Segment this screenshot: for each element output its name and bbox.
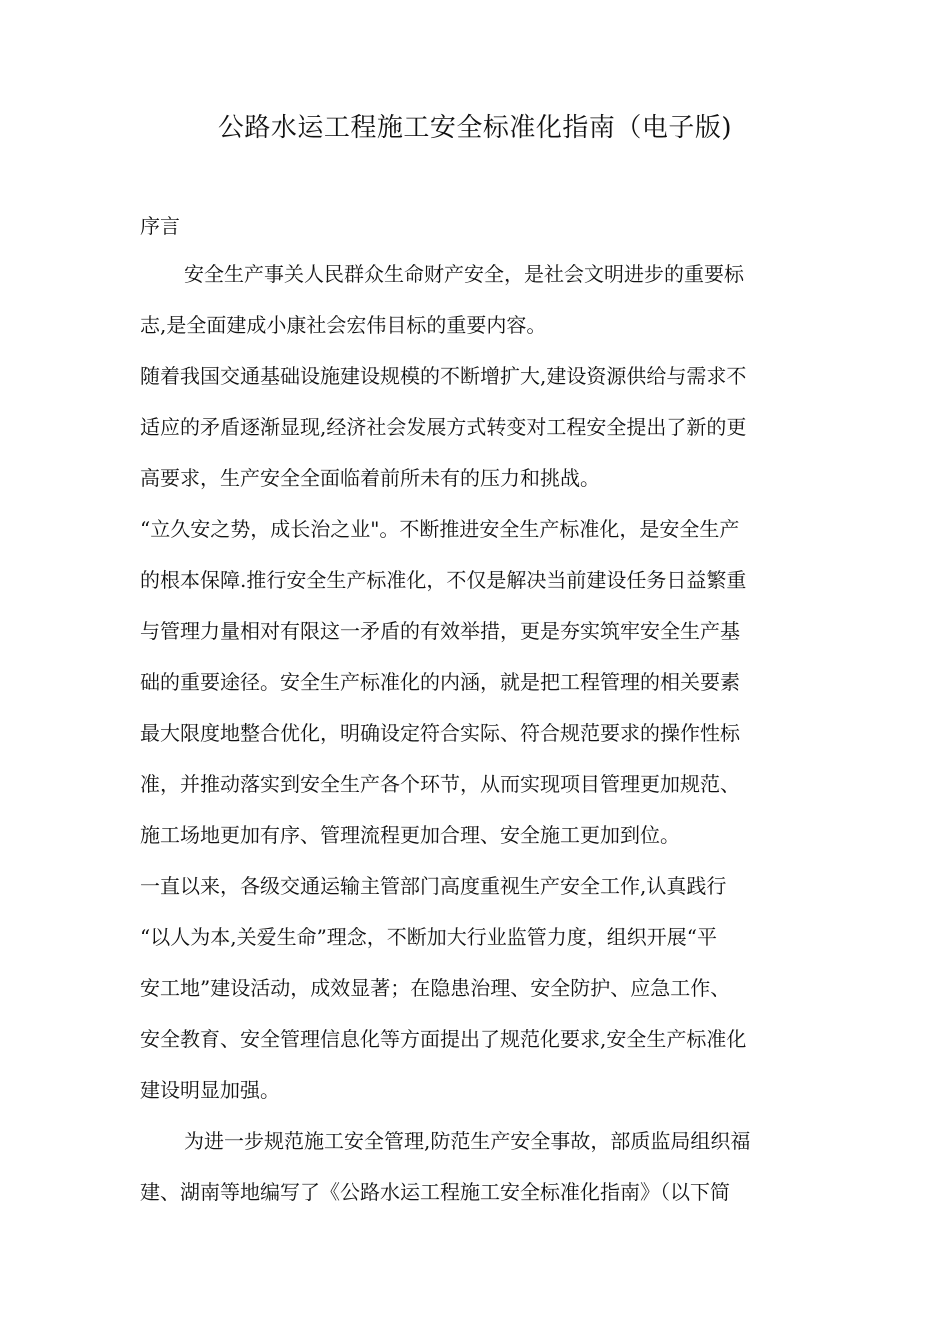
paragraph-line: 安全教育、安全管理信息化等方面提出了规范化要求,安全生产标准化: [140, 1027, 747, 1051]
document-body: [140, 208, 820, 1225]
paragraph-line: 安工地”建设活动，成效显著；在隐患治理、安全防护、应急工作、: [140, 976, 731, 1000]
paragraph-line: 与管理力量相对有限这一矛盾的有效举措，更是夯实筑牢安全生产基: [140, 619, 740, 643]
paragraph-line: 适应的矛盾逐渐显现,经济社会发展方式转变对工程安全提出了新的更: [140, 415, 747, 439]
paragraph-line: 最大限度地整合优化，明确设定符合实际、符合规范要求的操作性标: [140, 721, 740, 745]
section-heading: 序言: [140, 214, 180, 238]
paragraph-line: 建设明显加强。: [140, 1078, 280, 1102]
paragraph-line: 础的重要途径。安全生产标准化的内涵，就是把工程管理的相关要素: [140, 670, 740, 694]
paragraph-line: 的根本保障.推行安全生产标准化，不仅是解决当前建设任务日益繁重: [140, 568, 747, 592]
paragraph-line: 为进一步规范施工安全管理,防范生产安全事故，部质监局组织福: [184, 1129, 751, 1153]
paragraph-line: 高要求，生产安全全面临着前所未有的压力和挑战。: [140, 466, 600, 490]
paragraph-line: 建、湖南等地编写了《公路水运工程施工安全标准化指南》（以下简: [140, 1180, 730, 1204]
paragraph-line: 随着我国交通基础设施建设规模的不断增扩大,建设资源供给与需求不: [140, 364, 747, 388]
paragraph-line: “以人为本,关爱生命”理念，不断加大行业监管力度，组织开展“平: [140, 925, 718, 949]
paragraph-line: 志,是全面建成小康社会宏伟目标的重要内容。: [140, 313, 547, 337]
paragraph-line: “立久安之势，成长治之业"。不断推进安全生产标准化，是安全生产: [140, 517, 740, 541]
paragraph-line: 安全生产事关人民群众生命财产安全，是社会文明进步的重要标: [184, 262, 744, 286]
paragraph-line: 一直以来，各级交通运输主管部门高度重视生产安全工作,认真践行: [140, 874, 727, 898]
paragraph-line: 准，并推动落实到安全生产各个环节，从而实现项目管理更加规范、: [140, 772, 740, 796]
paragraph-line: 施工场地更加有序、管理流程更加合理、安全施工更加到位。: [140, 823, 680, 847]
document-title: 公路水运工程施工安全标准化指南（电子版): [217, 113, 733, 143]
